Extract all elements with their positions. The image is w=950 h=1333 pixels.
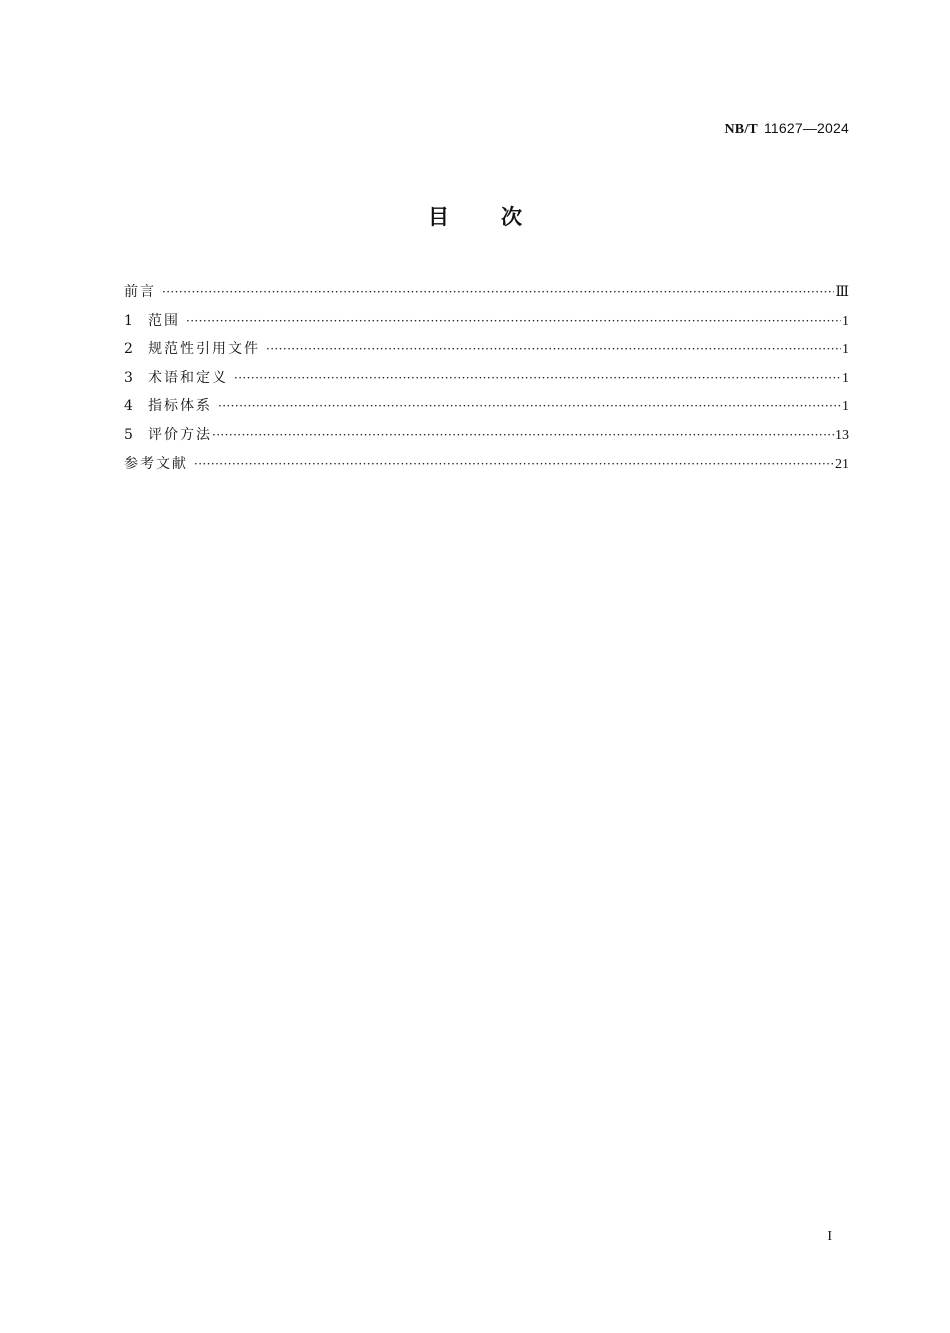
toc-title: 目次 xyxy=(428,205,574,229)
standard-code xyxy=(724,120,849,138)
standard-number: 11627—2024 xyxy=(763,120,849,136)
standard-prefix: NB/T xyxy=(724,122,758,137)
toc-entry-terms-definitions[interactable] xyxy=(124,366,849,395)
page-number: I xyxy=(827,1229,832,1244)
toc-entry-number: 1 xyxy=(124,312,133,329)
table-of-contents xyxy=(124,280,849,480)
toc-entry-indicator-system[interactable] xyxy=(124,394,849,423)
toc-entry-bibliography[interactable] xyxy=(124,452,849,481)
toc-entry-number: 4 xyxy=(124,398,133,415)
toc-dot-leader xyxy=(234,366,841,390)
toc-entry-number: 5 xyxy=(124,426,133,443)
toc-entry-page: 1 xyxy=(842,313,849,329)
toc-entry-foreword[interactable] xyxy=(124,280,849,309)
toc-entry-number: 2 xyxy=(124,341,133,358)
toc-entry-normative-references[interactable] xyxy=(124,337,849,366)
toc-dot-leader xyxy=(266,337,841,361)
toc-dot-leader xyxy=(194,452,834,476)
toc-entry-label: 指标体系 xyxy=(148,398,212,415)
toc-entry-page: 13 xyxy=(835,427,849,443)
toc-entry-label: 术语和定义 xyxy=(148,369,228,386)
toc-dot-leader xyxy=(162,280,834,304)
toc-entry-label: 规范性引用文件 xyxy=(148,341,260,358)
toc-entry-label: 评价方法 xyxy=(148,426,212,443)
toc-entry-page: 1 xyxy=(842,342,849,358)
toc-dot-leader xyxy=(212,423,834,447)
toc-entry-page: 21 xyxy=(835,456,849,472)
toc-entry-evaluation-method[interactable] xyxy=(124,423,849,452)
toc-dot-leader xyxy=(218,394,841,418)
toc-entry-scope[interactable] xyxy=(124,309,849,338)
toc-entry-label: 范围 xyxy=(148,312,180,329)
toc-entry-label: 前言 xyxy=(124,284,156,300)
toc-dot-leader xyxy=(186,309,841,333)
toc-entry-page: Ⅲ xyxy=(835,285,849,300)
toc-entry-page: 1 xyxy=(842,399,849,415)
toc-entry-number: 3 xyxy=(124,369,133,386)
toc-entry-label: 参考文献 xyxy=(124,455,188,472)
toc-entry-page: 1 xyxy=(842,370,849,386)
